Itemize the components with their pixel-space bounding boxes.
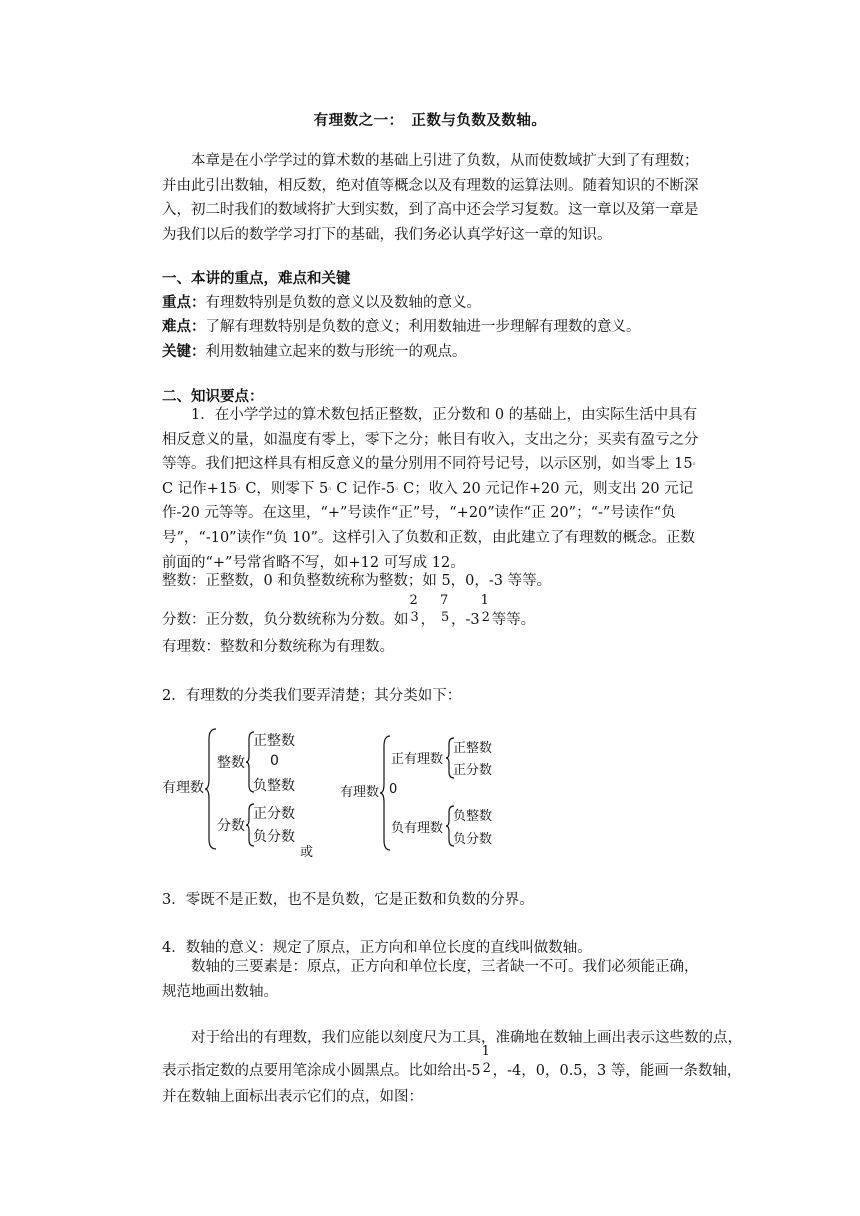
or-connector: 或 <box>300 845 314 860</box>
point2-text: 2．有理数的分类我们要弄清楚；其分类如下： <box>162 688 462 704</box>
difficulty-text: 了解有理数特别是负数的意义；利用数轴进一步理解有理数的意义。 <box>205 319 641 335</box>
focus-line <box>162 291 481 312</box>
fraction-seven-fifths: 7 5 <box>440 593 450 625</box>
draw-instructions-line1: 对于给出的有理数，我们应能以刻度尺为工具，准确地在数轴上画出表示这些数的点， <box>191 1030 742 1046</box>
section2-heading: 二、知识要点： <box>162 388 264 405</box>
fraction-two-thirds: 2 3 <box>409 593 419 625</box>
key-text: 利用数轴建立起来的数与形统一的观点。 <box>205 344 467 360</box>
tree1-positive-fraction: 正分数 <box>253 806 295 822</box>
draw-instructions-line2: 表示指定数的点要用笔涂成小圆黑点。比如给出-5 1 2 ，-4，0，0.5，3 等，能画一条数轴， <box>162 1044 742 1079</box>
tree1-negative-fraction: 负分数 <box>253 829 295 845</box>
tree2-negative: 负有理数 <box>391 821 444 836</box>
degree-mark: 。 <box>328 481 337 491</box>
point3-text: 3．零既不是正数，也不是负数，它是正数和负数的分界。 <box>162 892 534 908</box>
tree1-positive-integer: 正整数 <box>253 733 295 749</box>
degree-mark: 。 <box>692 457 701 467</box>
focus-text: 有理数特别是负数的意义以及数轴的意义。 <box>205 295 481 311</box>
key-label: 关键： <box>162 343 206 360</box>
tree2-positive-integer: 正整数 <box>453 741 493 756</box>
tree2-negative-fraction: 负分数 <box>453 832 493 847</box>
point4-text: 4．数轴的意义：规定了原点，正方向和单位长度的直线叫做数轴。 <box>162 940 592 956</box>
tree1-negative-integer: 负整数 <box>253 778 295 794</box>
section1-heading: 一、本讲的重点，难点和关键 <box>162 270 351 287</box>
key-line <box>162 340 467 361</box>
focus-label: 重点： <box>162 294 206 311</box>
point1-paragraph: 1．在小学学过的算术数包括正整数，正分数和 0 的基础上，由实际生活中具有相反意义的量，如温度有零上，零下之分；帐目有收入，支出之分；买卖有盈亏之分等等。我们把这样具有相反意义的量分别用不同符号记号，以示区别，如当零上 15。C 记作+15。C，则零下 5。C 记作-5。C；收入 20 元记作+20 元，则支出 20 元记作-20 元等等。在这里，“+”号读作“正”号，“+20”读作“正 20”；“-”号读作“负号”，“-10”读作“负 10”。这样引入了负数和正数，由此建立了有理数的概念。正数前面的“+”号常省略不写，如+12 可写成 12。 <box>162 407 701 571</box>
tree1-fraction: 分数 <box>217 818 245 834</box>
integers-definition: 整数：正整数，0 和负整数统称为整数；如 5，0，-3 等等。 <box>162 573 552 589</box>
tree2-positive-fraction: 正分数 <box>453 763 493 778</box>
degree-mark: 。 <box>237 481 246 491</box>
tree2-positive: 正有理数 <box>391 752 444 767</box>
degree-mark: 。 <box>395 481 404 491</box>
tree1-root: 有理数 <box>162 780 204 796</box>
difficulty-label: 难点： <box>162 318 206 335</box>
three-elements-paragraph: 数轴的三要素是：原点，正方向和单位长度，三者缺一不可。我们必须能正确，规范地画出数轴。 <box>162 959 699 1000</box>
tree2-root: 有理数 <box>340 785 380 800</box>
difficulty-line <box>162 315 641 336</box>
tree1-integer: 整数 <box>217 755 245 771</box>
fraction-one-half: 1 2 <box>480 593 490 625</box>
tree2-zero: 0 <box>389 782 398 797</box>
intro-paragraph: 本章是在小学学过的算术数的基础上引进了负数，从而使数域扩大到了有理数；并由此引出数轴，相反数，绝对值等概念以及有理数的运算法则。随着知识的不断深入，初二时我们的数域将扩大到实数，到了高中还会学习复数。这一章以及第一章是为我们以后的数学学习打下的基础，我们务必认真学好这一章的知识。 <box>162 153 699 243</box>
tree2-negative-integer: 负整数 <box>453 809 493 824</box>
tree1-zero: 0 <box>270 753 279 769</box>
draw-instructions-line3: 并在数轴上面标出表示它们的点，如图： <box>162 1089 423 1105</box>
fractions-definition: 分数：正分数，负分数统称为分数。如 2 3 ， 7 5 ，-3 1 2 等等。 <box>162 593 536 628</box>
page-title: 有理数之一： 正数与负数及数轴。 <box>313 112 547 129</box>
rationals-definition: 有理数：整数和分数统称为有理数。 <box>162 639 394 655</box>
fraction-one-half: 1 2 <box>481 1044 491 1076</box>
